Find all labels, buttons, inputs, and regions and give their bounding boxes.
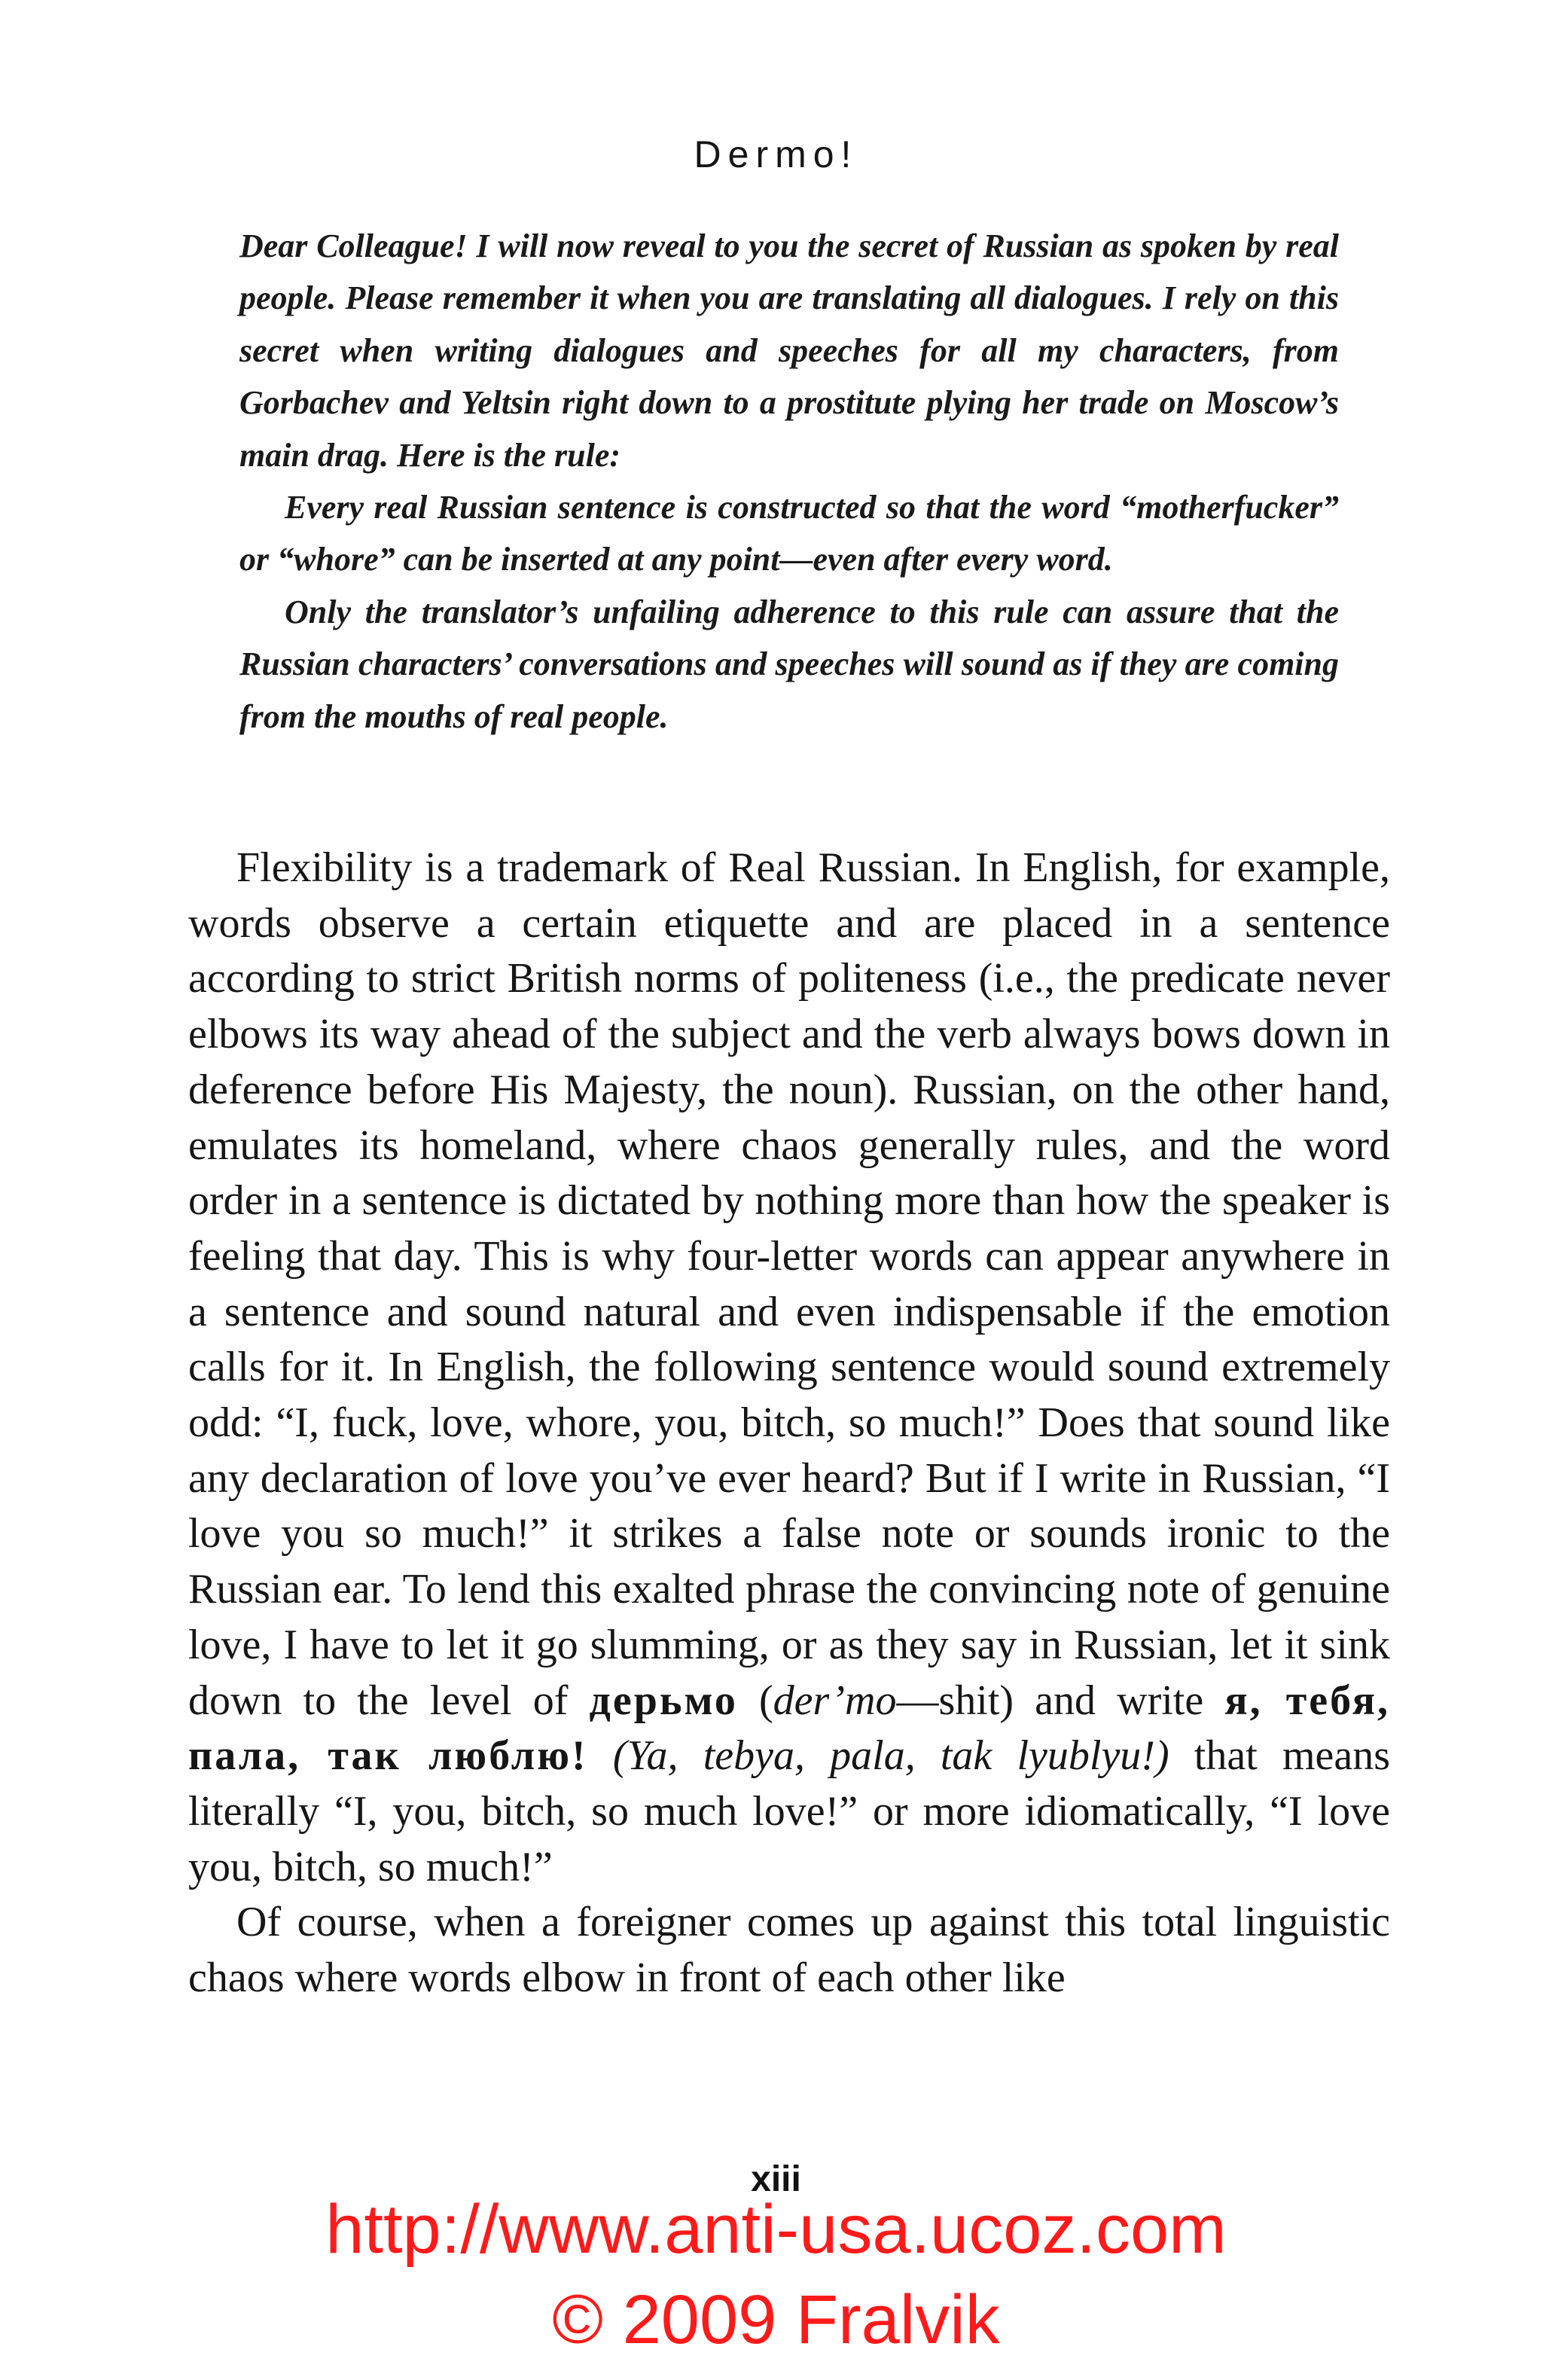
page-number: xiii [751, 2159, 801, 2199]
cyrillic-word: дерьмо [589, 1677, 738, 1724]
transliteration: (Ya, tebya, pala, tak lyublyu!) [612, 1732, 1169, 1780]
text-run: Flexibility is a trademark of Real Russian. In English, for example, words observe a certain etiquette and are placed in a sentence according to strict British norms of politeness (i.e., the predicate never elbows its way ahead of the subject and the verb always bows down in deference before His Majesty, the noun). Russian, on the other hand, emulates its homeland, where chaos generally rules, and the word order in a sentence is dictated by nothing more than how the speaker is feeling that day. This is why four-letter words can appear anywhere in a sentence and sound natural and even indispensable if the emotion calls for it. In English, the following sentence would sound extremely odd: “I, fuck, love, whore, you, bitch, so much!” Does that sound like any declaration of love you’ve ever heard? But if I write in Russian, “I love you so much!” it strikes a false note or sounds ironic to the Russian ear. To lend this exalted phrase the convincing note of genuine love, I have to let it go slumming, or as they say in Russian, let it sink down to the level of [188, 844, 1390, 1724]
text-run: that means literally “I, you, bitch, so much love!” or more idiomatically, “I love you, bitch, so much!” [188, 1732, 1391, 1890]
cyrillic-phrase: я, тебя, пала, так люблю! [188, 1677, 1391, 1780]
transliteration: der’mo [773, 1677, 897, 1724]
body-text [188, 841, 1390, 2006]
body-paragraph: Of course, when a foreigner comes up against this total linguistic chaos where words elbow in front of each other like [188, 1899, 1390, 2002]
epigraph [239, 220, 1339, 743]
running-head: Dermo! [694, 133, 858, 175]
watermark-copyright: © 2009 Fralvik [552, 2281, 1000, 2358]
epigraph-paragraph: Dear Colleague! I will now reveal to you the secret of Russian as spoken by real people. Please remember it when you are translating all dialogues. I rely on this secret when writing dialogues and speeches for all my characters, from Gorbachev and Yeltsin right down to a prostitute plying her trade on Moscow’s main drag. Here is the rule: [239, 227, 1339, 474]
text-run: —shit) and write [896, 1677, 1204, 1724]
epigraph-paragraph: Every real Russian sentence is constructed so that the word “motherfucker” or “whore” can be inserted at any point—even after every word. [239, 489, 1339, 578]
body-paragraph [188, 841, 1390, 1895]
text-run: ( [759, 1677, 773, 1724]
epigraph-paragraph: Only the translator’s unfailing adherence to this rule can assure that the Russian characters’ conversations and speeches will sound as if they are coming from the mouths of real people. [239, 593, 1339, 735]
watermark-url: http://www.anti-usa.ucoz.com [325, 2191, 1227, 2268]
